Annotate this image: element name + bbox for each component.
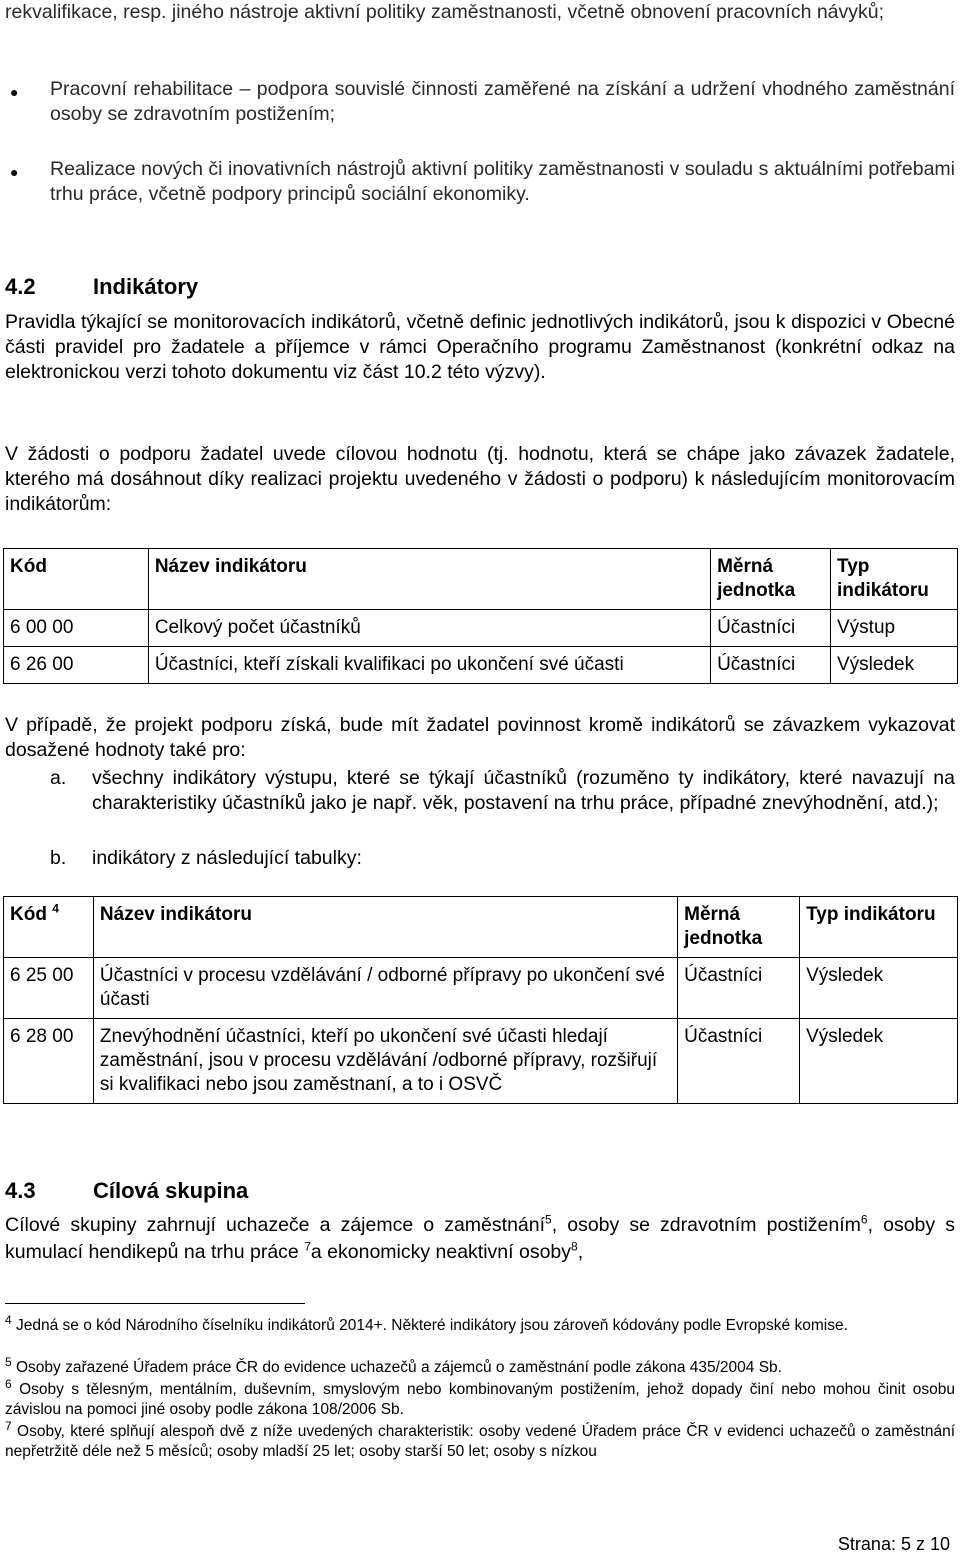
table-row [4,610,958,647]
text-run: , osoby se zdravotním postižením [551,1214,861,1236]
footnote-text: Osoby, které splňují alespoň dvě z níže uvedených charakteristik: osoby vedené Úřadem práce ČR v evidenci uchazečů o zaměstnání nepřetržitě déle než 5 měsíců; osoby mladší 25 let; osoby starší 50 let; osoby s nízkou [5,1423,955,1460]
table-cell: Výsledek [800,958,958,1019]
indicator-table [3,896,958,1104]
footnote-text: Jedná se o kód Národního číselníku indikátorů 2014+. Některé indikátory jsou zároveň kódovány podle Evropské komise. [16,1317,848,1334]
table-header-row [4,897,958,958]
table-row [4,647,958,684]
table-cell: 6 28 00 [4,1019,94,1104]
footnote-ref: 8 [571,1239,578,1254]
footnote-ref: 5 [545,1212,552,1227]
table-cell: 6 26 00 [4,647,149,684]
table-row [4,1019,958,1104]
footnote-ref: 6 [860,1212,868,1227]
footnote-number: 5 [5,1354,12,1369]
list-label: b. [50,847,67,869]
footnote [5,1312,955,1336]
footnote-ref: 4 [52,901,59,916]
section-title: Cílová skupina [93,1178,249,1203]
table-header-cell [4,897,94,958]
bullet-item: Pracovní rehabilitace – podpora souvislé činnosti zaměřené na získání a udržení vhodného zaměstnání osoby se zdravotním postižením; [50,78,955,125]
table-header-row [4,549,958,610]
table-header-cell: Název indikátoru [148,549,710,610]
table-cell: 6 25 00 [4,958,94,1019]
table-cell: Výsledek [800,1019,958,1104]
footnote-text: Osoby zařazené Úřadem práce ČR do evidence uchazečů a zájemců o zaměstnání podle zákona 435/2004 Sb. [16,1359,782,1376]
table-cell: Účastníci v procesu vzdělávání / odborné přípravy po ukončení své účasti [93,958,677,1019]
table-cell: Výstup [831,610,958,647]
bullet-icon: ● [10,84,19,100]
table-cell: Výsledek [831,647,958,684]
list-text: všechny indikátory výstupu, které se týkají účastníků (rozuměno ty indikátory, které navazují na charakteristiky účastníků jako je např. věk, postavení na trhu práce, případné znevýhodnění, atd.); [92,767,955,814]
section-heading [5,274,198,299]
table-header-cell: Název indikátoru [93,897,677,958]
list-item [50,846,955,871]
table-row [4,958,958,1019]
footnote-number: 6 [5,1376,12,1391]
footnote [5,1354,955,1378]
section-number: 4.2 [5,274,36,299]
footnote-number: 4 [5,1312,12,1327]
table-cell: Účastníci [678,958,800,1019]
paragraph: Pravidla týkající se monitorovacích indikátorů, včetně definic jednotlivých indikátorů, jsou k dispozici v Obecné části pravidel pro žadatele a příjemce v rámci Operačního programu Zaměstnanost (konkrétní odkaz na elektronickou verzi tohoto dokumentu viz část 10.2 této výzvy). [5,311,955,383]
text-run: , [577,1241,584,1263]
intro-text: rekvalifikace, resp. jiného nástroje aktivní politiky zaměstnanosti, včetně obnovení pracovních návyků; [5,1,885,23]
footnote-text: Osoby s tělesným, mentálním, duševním, smyslovým nebo kombinovaným postižením, jehož dopady činí nebo mohou činit osobu závislou na pomoci jiné osoby podle zákona 108/2006 Sb. [5,1381,955,1418]
table-cell: Účastníci [711,647,831,684]
table-cell: Účastníci [678,1019,800,1104]
footnote [5,1418,955,1462]
section-heading [5,1178,248,1203]
footnote-number: 7 [5,1418,12,1433]
paragraph: V žádosti o podporu žadatel uvede cílovou hodnotu (tj. hodnotu, která se chápe jako závazek žadatele, kterého má dosáhnout díky realizaci projektu uvedeného v žádosti o podporu) k následujícím monitorovacím indikátorům: [5,443,955,515]
bullet-icon: ● [10,164,19,180]
table-cell: Znevýhodnění účastníci, kteří po ukončení své účasti hledají zaměstnání, jsou v procesu vzdělávání /odborné přípravy, rozšiřují si kvalifikaci nebo jsou zaměstnaní, a to i OSVČ [93,1019,677,1104]
bullet-item: Realizace nových či inovativních nástrojů aktivní politiky zaměstnanosti v souladu s aktuálními potřebami trhu práce, včetně podpory principů sociální ekonomiky. [50,158,955,205]
table-cell: Celkový počet účastníků [148,610,710,647]
page-number: Strana: 5 z 10 [837,1534,950,1554]
table-header-cell: Měrná jednotka [678,897,800,958]
list-label: a. [50,767,67,789]
text-run: , osoby s kumulací hendikepů na trhu práce [5,1214,955,1263]
footnote-ref: 7 [304,1239,311,1254]
footnote-separator [5,1303,305,1304]
table-header-cell: Kód [4,549,149,610]
table-cell: Účastníci, kteří získali kvalifikaci po ukončení své účasti [148,647,710,684]
footnote [5,1376,955,1420]
list-text: indikátory z následující tabulky: [92,847,362,869]
text-run: a ekonomicky neaktivní osoby [310,1241,572,1263]
section-number: 4.3 [5,1178,36,1203]
indicator-table [3,548,958,684]
list-item [50,766,955,816]
header-text: Kód [10,904,47,925]
table-cell: 6 00 00 [4,610,149,647]
table-header-cell: Typ indikátoru [800,897,958,958]
text-run: Cílové skupiny zahrnují uchazeče a zájemce o zaměstnání [5,1214,546,1236]
table-header-cell: Měrná jednotka [711,549,831,610]
paragraph [5,1212,955,1266]
table-cell: Účastníci [711,610,831,647]
table-header-cell: Typ indikátoru [831,549,958,610]
paragraph: V případě, že projekt podporu získá, bude mít žadatel povinnost kromě indikátorů se závazkem vykazovat dosažené hodnoty také pro: [5,714,955,761]
section-title: Indikátory [93,274,199,299]
